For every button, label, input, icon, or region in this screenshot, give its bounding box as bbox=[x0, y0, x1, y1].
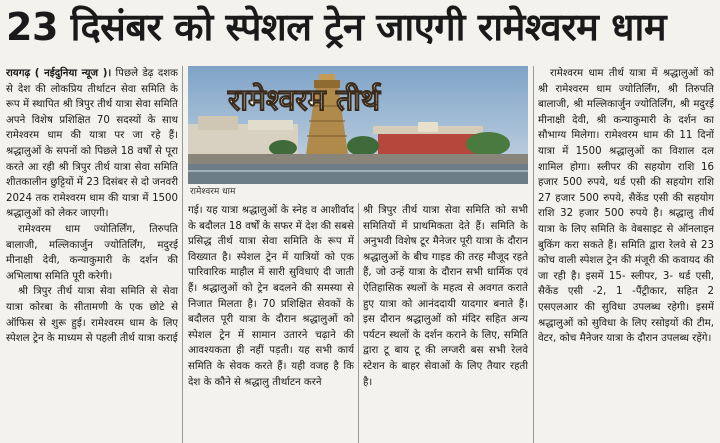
dateline: रायगढ़ ( नईदुनिया न्यूज )। bbox=[6, 68, 112, 79]
column-divider bbox=[182, 66, 183, 443]
article-paragraph: श्री त्रिपुर तीर्थ यात्रा सेवा समिति से सेवा यात्रा कोरबा के सीतामणी के एक छोटे से ऑफिस से शुरू हुई। रामेश्वरम धाम के लिए स्पेशल ट्रेन के माध्यम से पहली तीर्थ यात्रा कराई bbox=[6, 286, 178, 345]
column-1-text-part-1: पिछले डेढ़ दशक से देश की लोकप्रिय तीर्थाटन सेवा समिति के रूप में स्थापित श्री त्रिपुर तीर्थ यात्रा सेवा समिति अपने विशेष प्रशिक्षित 70 सदस्यों के साथ रामेश्वरम धाम की यात्रा पर जा रहे हैं। श्रद्धालुओं के सपनों को पिछले 18 वर्षों से पूरा करते आ रही श्री त्रिपुर तीर्थ यात्रा सेवा समिति शीतकालीन छुट्टियों में 23 दिसंबर से दो जनवरी 2024 तक रामेश्वरम धाम की यात्रा में 1500 श्रद्धालुओं को लेकर जाएगी। bbox=[6, 68, 178, 220]
temple-illustration bbox=[188, 66, 528, 184]
article-column-3 bbox=[363, 203, 528, 443]
column-4-text: रामेश्वरम धाम तीर्थ यात्रा में श्रद्धालुओं को श्री रामेश्वरम धाम ज्योतिर्लिंग, श्री तिरुपति बालाजी, श्री मल्लिकार्जुन ज्योतिर्लिंग, श्री मदुरई मीनाक्षी देवी, श्री कन्याकुमारी के दर्शन का सौभाग्य मिलेगा। रामेश्वरम धाम की 11 दिनों यात्रा में 1500 श्रद्धालुओं का विशाल दल शामिल होगा। स्लीपर की सहयोग राशि 16 हजार 500 रुपये, थर्ड एसी की सहयोग राशि 27 हजार 500 रुपये, सैकेंड एसी की सहयोग राशि 32 हजार 500 रुपये है। श्रद्धालु तीर्थ यात्रा के लिए समिति के वेबसाइट से ऑनलाइन बुकिंग करा सकते हैं। समिति द्वारा रेलवे से 23 कोच वाली स्पेशल ट्रेन की मंजूरी की कवायद की जा रही है। इसमें 15- स्लीपर, 3- थर्ड एसी, सैकेंड एसी -2, 1 -पैंट्रीकार, सहित 2 एसएलआर की सुविधा उपलब्ध रहेगी। इसमें श्रद्धालुओं को सुविधा के लिए रसोइयों की टीम, वेटर, कोच मैनेजर यात्रा के दौरान उपलब्ध रहेंगे। bbox=[538, 68, 714, 345]
photo-caption: रामेश्वरम धाम bbox=[190, 187, 236, 197]
headline: 23 दिसंबर को स्पेशल ट्रेन जाएगी रामेश्वरम धाम bbox=[6, 5, 667, 49]
article-column-2 bbox=[188, 203, 354, 443]
column-divider bbox=[533, 66, 534, 443]
article-column-4 bbox=[538, 66, 714, 443]
article-paragraph: रामेश्वरम धाम ज्योतिर्लिंग, तिरुपति बालाजी, मल्लिकार्जुन ज्योतिर्लिंग, मदुरई मीनाक्षी देवी, कन्याकुमारी के दर्शन की अभिलाषा समिति पूरी करेगी। bbox=[6, 223, 178, 282]
article-paragraph bbox=[6, 66, 178, 222]
rameshwaram-temple-photo bbox=[188, 66, 528, 184]
column-divider bbox=[358, 203, 359, 443]
article-column-1 bbox=[6, 66, 178, 443]
column-2-text: गई। यह यात्रा श्रद्धालुओं के स्नेह व आशीर्वाद के बदौलत 18 वर्षों के सफर में देश की सबसे प्रसिद्ध तीर्थ यात्रा सेवा समिति के रूप में विख्यात है। स्पेशल ट्रेन में यात्रियों को एक पारिवारिक माहौल में सारी सुविधाएं दी जाती हैं। श्रद्धालुओं को ट्रेन बदलने की समस्या से निजात मिलता है। 70 प्रशिक्षित सेवकों के बदौलत पूरी यात्रा के दौरान श्रद्धालुओं को स्पेशल ट्रेन में सामान उतारने चढ़ाने की आवश्यकता ही नहीं पड़ती। यह सभी कार्य समिति के सेवक करते हैं। यही वजह है कि देश के कौने से श्रद्धालु तीर्थाटन करने bbox=[188, 205, 354, 388]
photo-title-overlay: रामेश्वरम तीर्थ bbox=[228, 83, 381, 118]
column-3-text: श्री त्रिपुर तीर्थ यात्रा सेवा समिति को सभी समितियों में प्राथमिकता देते हैं। समिति के अनुभवी विशेष टूर मैनेजर पूरी यात्रा के दौरान श्रद्धालुओं के बीच गाइड की तरह मौजूद रहते हैं, जो उन्हें यात्रा के दौरान सभी धार्मिक एवं ऐतिहासिक स्थलों के महत्व से अवगत कराते हुए यात्रा को आनंददायी यादगार बनाते हैं। इस दौरान श्रद्धालुओं को मंदिर सहित अन्य पर्यटन स्थलों के दर्शन कराने के लिए, समिति द्वारा टू बाय टू की लग्जरी बस सभी रेलवे स्टेशन के बाहर सेवाओं के लिए तैयार रहती है। bbox=[363, 205, 528, 388]
